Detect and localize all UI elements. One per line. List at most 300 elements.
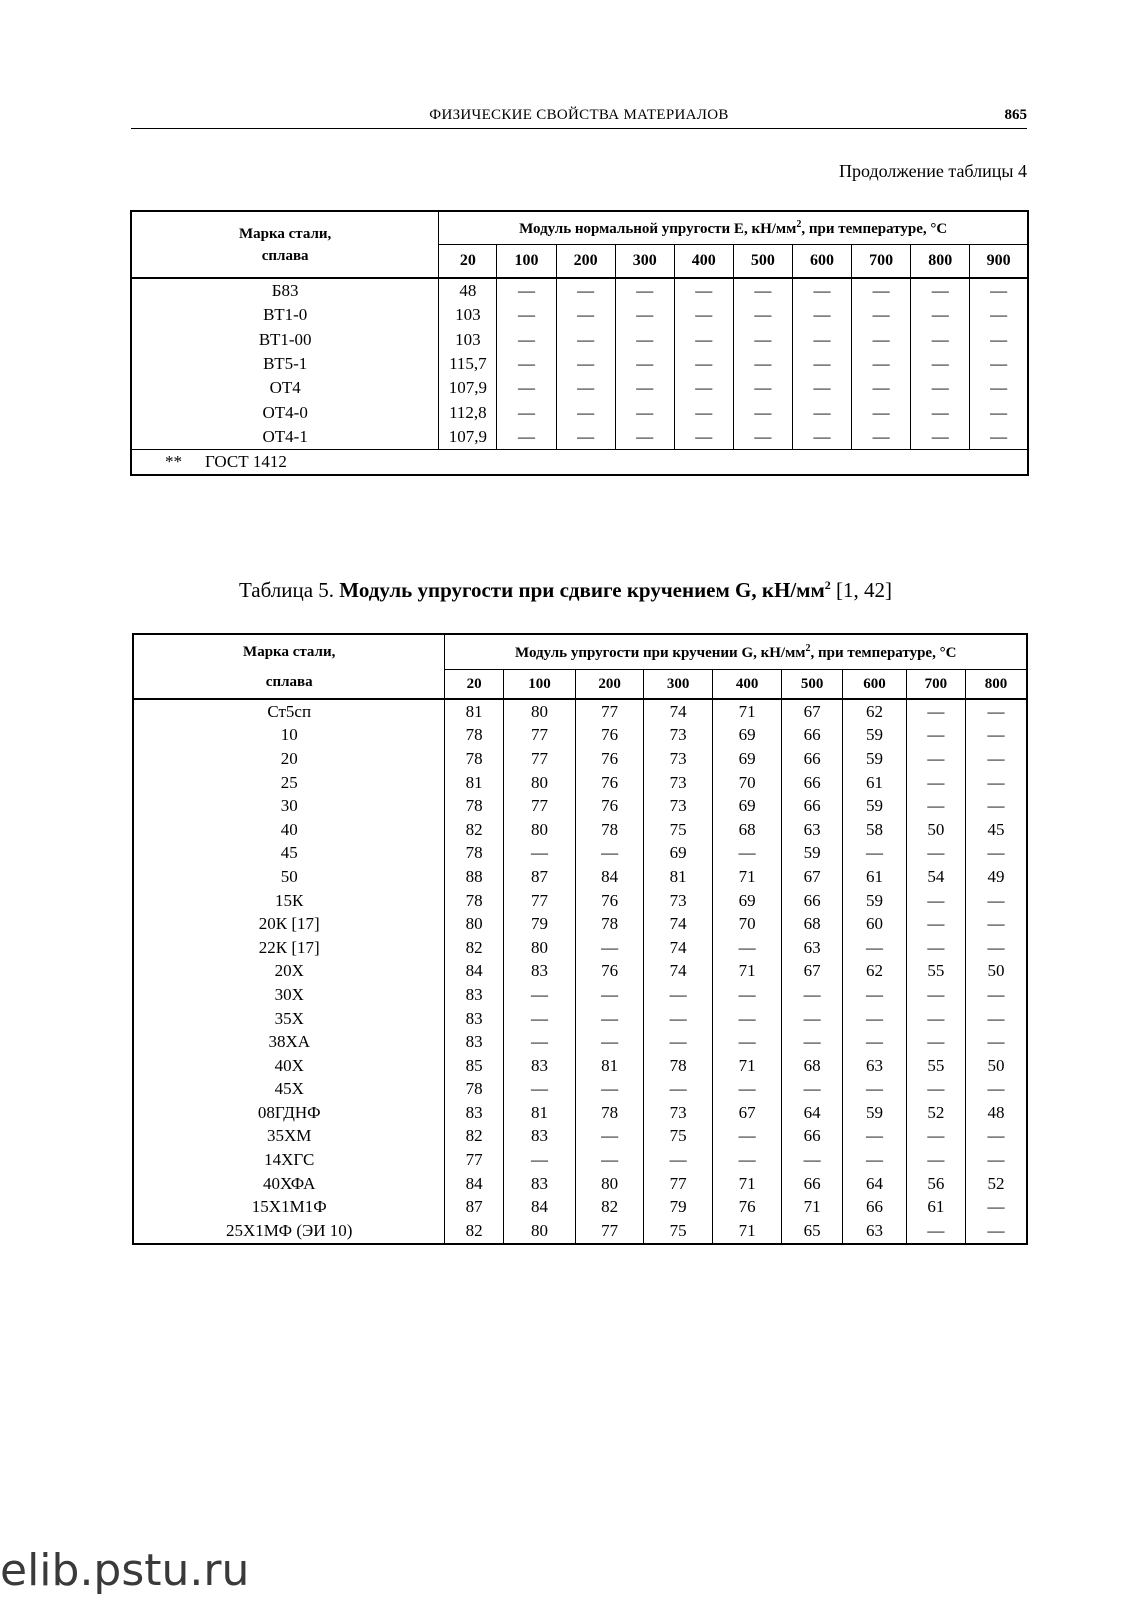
modulus-value-cell: — bbox=[852, 303, 911, 327]
modulus-value-cell: 62 bbox=[843, 960, 906, 984]
modulus-value-cell: — bbox=[987, 1220, 1005, 1240]
material-grade-cell: 10 bbox=[133, 724, 445, 748]
modulus-value-cell: 59 bbox=[843, 794, 906, 818]
table-row bbox=[133, 1172, 1027, 1196]
modulus-value-cell: — bbox=[911, 328, 970, 352]
modulus-value-cell: — bbox=[674, 376, 733, 400]
modulus-value-cell: 87 bbox=[503, 865, 576, 889]
table-row bbox=[133, 747, 1027, 771]
material-grade-cell: ОТ4-0 bbox=[131, 400, 439, 424]
modulus-value-cell: 63 bbox=[781, 936, 842, 960]
modulus-value-cell: — bbox=[576, 1078, 644, 1102]
modulus-value-cell: — bbox=[906, 1030, 965, 1054]
temperature-header: 700 bbox=[852, 245, 911, 279]
modulus-value-cell: 56 bbox=[906, 1172, 965, 1196]
modulus-value-cell: 66 bbox=[843, 1195, 906, 1219]
modulus-value-cell: 82 bbox=[445, 936, 503, 960]
modulus-value-cell: 59 bbox=[843, 747, 906, 771]
table-row bbox=[133, 983, 1027, 1007]
modulus-value-cell: 59 bbox=[843, 724, 906, 748]
modulus-value-cell: 52 bbox=[987, 1173, 1005, 1193]
modulus-value-cell: 78 bbox=[445, 889, 503, 913]
modulus-value-cell: — bbox=[911, 303, 970, 327]
table-row bbox=[133, 960, 1027, 984]
modulus-value-cell: — bbox=[987, 1126, 1005, 1146]
table-row bbox=[133, 794, 1027, 818]
modulus-value-cell: — bbox=[556, 328, 615, 352]
modulus-value-cell: 61 bbox=[843, 865, 906, 889]
modulus-value-cell: 83 bbox=[445, 983, 503, 1007]
modulus-value-cell: 75 bbox=[643, 1125, 713, 1149]
modulus-value-cell: — bbox=[906, 1125, 965, 1149]
modulus-value-cell: 79 bbox=[643, 1195, 713, 1219]
modulus-value-cell: 84 bbox=[445, 1172, 503, 1196]
modulus-value-cell: 76 bbox=[713, 1195, 782, 1219]
modulus-value-cell: — bbox=[497, 278, 556, 303]
modulus-value-cell: — bbox=[906, 794, 965, 818]
modulus-value-cell: 50 bbox=[987, 1055, 1005, 1075]
modulus-value-cell: 73 bbox=[643, 794, 713, 818]
modulus-value-cell: 69 bbox=[713, 889, 782, 913]
modulus-value-cell: 71 bbox=[713, 865, 782, 889]
modulus-value-cell: 76 bbox=[576, 960, 644, 984]
modulus-value-cell: 81 bbox=[445, 771, 503, 795]
modulus-value-cell: — bbox=[906, 724, 965, 748]
modulus-value-cell: 82 bbox=[445, 1125, 503, 1149]
modulus-value-cell: 82 bbox=[445, 818, 503, 842]
modulus-value-cell: 79 bbox=[503, 912, 576, 936]
modulus-value-cell: — bbox=[615, 376, 674, 400]
modulus-value-cell: — bbox=[503, 1078, 576, 1102]
modulus-value-cell: — bbox=[911, 278, 970, 303]
modulus-value-cell: — bbox=[852, 352, 911, 376]
temperature-header: 400 bbox=[674, 245, 733, 279]
table-row bbox=[133, 912, 1027, 936]
modulus-value-cell: — bbox=[906, 1007, 965, 1031]
modulus-value-cell: — bbox=[987, 843, 1005, 863]
material-grade-cell: 40 bbox=[133, 818, 445, 842]
modulus-value-cell: 73 bbox=[643, 771, 713, 795]
modulus-value-cell: — bbox=[674, 328, 733, 352]
temperature-header: 600 bbox=[843, 670, 906, 700]
table-row bbox=[133, 1148, 1027, 1172]
modulus-value-cell: 81 bbox=[643, 865, 713, 889]
modulus-value-cell: — bbox=[911, 425, 970, 450]
modulus-value-cell: 78 bbox=[576, 912, 644, 936]
modulus-value-cell: 107,9 bbox=[439, 376, 497, 400]
modulus-value-cell: — bbox=[713, 936, 782, 960]
modulus-value-cell: 73 bbox=[643, 889, 713, 913]
modulus-value-cell: — bbox=[906, 771, 965, 795]
material-grade-cell: 14ХГС bbox=[133, 1148, 445, 1172]
modulus-value-cell: — bbox=[497, 328, 556, 352]
modulus-value-cell: 78 bbox=[445, 794, 503, 818]
temperature-header: 500 bbox=[733, 245, 792, 279]
modulus-value-cell: — bbox=[615, 328, 674, 352]
modulus-value-cell: 64 bbox=[781, 1101, 842, 1125]
modulus-value-cell: — bbox=[852, 400, 911, 424]
modulus-value-cell: 71 bbox=[713, 1172, 782, 1196]
temperature-header: 200 bbox=[556, 245, 615, 279]
modulus-value-cell: 49 bbox=[987, 866, 1005, 886]
modulus-value-cell: — bbox=[781, 1148, 842, 1172]
modulus-value-cell: — bbox=[987, 1008, 1005, 1028]
modulus-value-cell: — bbox=[990, 402, 1008, 422]
modulus-value-cell: 66 bbox=[781, 771, 842, 795]
modulus-value-cell: — bbox=[906, 1078, 965, 1102]
modulus-value-cell: 77 bbox=[503, 889, 576, 913]
table-row bbox=[133, 889, 1027, 913]
material-grade-cell: 35ХМ bbox=[133, 1125, 445, 1149]
modulus-value-cell: 76 bbox=[576, 794, 644, 818]
temperature-header: 20 bbox=[439, 245, 497, 279]
modulus-value-cell: 68 bbox=[713, 818, 782, 842]
modulus-value-cell: 50 bbox=[987, 961, 1005, 981]
modulus-value-cell: — bbox=[733, 352, 792, 376]
modulus-value-cell: — bbox=[615, 303, 674, 327]
modulus-value-cell: — bbox=[911, 352, 970, 376]
material-grade-cell: 08ГДНФ bbox=[133, 1101, 445, 1125]
table-row bbox=[133, 1078, 1027, 1102]
temperature-header: 300 bbox=[615, 245, 674, 279]
temperature-header: 20 bbox=[445, 670, 503, 700]
table-row bbox=[133, 936, 1027, 960]
modulus-value-cell: 107,9 bbox=[439, 425, 497, 450]
modulus-value-cell: 83 bbox=[503, 1172, 576, 1196]
modulus-value-cell: — bbox=[733, 376, 792, 400]
modulus-value-cell: — bbox=[733, 328, 792, 352]
modulus-value-cell: — bbox=[497, 352, 556, 376]
modulus-value-cell: 82 bbox=[445, 1219, 503, 1244]
modulus-value-cell: 71 bbox=[713, 699, 782, 724]
table-row bbox=[131, 303, 1028, 327]
modulus-value-cell: — bbox=[906, 747, 965, 771]
modulus-value-cell: 66 bbox=[781, 724, 842, 748]
modulus-value-cell: 69 bbox=[713, 794, 782, 818]
table-5-caption: Таблица 5. Модуль упругости при сдвиге кручением G, $кН/мм^2$ [1, 42] bbox=[238, 578, 893, 602]
modulus-value-cell: — bbox=[906, 842, 965, 866]
modulus-value-cell: — bbox=[615, 400, 674, 424]
material-grade-cell: 40ХФА bbox=[133, 1172, 445, 1196]
table-footnote bbox=[131, 450, 1028, 476]
material-grade-cell: 30Х bbox=[133, 983, 445, 1007]
modulus-value-cell: 69 bbox=[713, 747, 782, 771]
modulus-value-cell: 75 bbox=[643, 818, 713, 842]
table-row bbox=[131, 278, 1028, 303]
modulus-value-cell: 80 bbox=[576, 1172, 644, 1196]
modulus-value-cell: — bbox=[990, 305, 1008, 325]
table-row bbox=[133, 699, 1027, 724]
modulus-value-cell: — bbox=[990, 354, 1008, 374]
material-grade-cell: 50 bbox=[133, 865, 445, 889]
material-grade-cell: 25 bbox=[133, 771, 445, 795]
modulus-value-cell: 73 bbox=[643, 724, 713, 748]
modulus-value-cell: 83 bbox=[445, 1101, 503, 1125]
modulus-value-cell: 81 bbox=[576, 1054, 644, 1078]
modulus-value-cell: — bbox=[987, 890, 1005, 910]
modulus-value-cell: — bbox=[674, 400, 733, 424]
modulus-value-cell: — bbox=[843, 1148, 906, 1172]
modulus-value-cell: 59 bbox=[843, 1101, 906, 1125]
modulus-value-cell: — bbox=[781, 983, 842, 1007]
modulus-value-cell: 45 bbox=[987, 819, 1005, 839]
table-5-group-header: Модуль упругости при кручении G, $кН/мм^2$, при температуре, °С bbox=[445, 634, 1027, 670]
running-header bbox=[131, 104, 1027, 129]
modulus-value-cell: — bbox=[906, 1219, 965, 1244]
modulus-value-cell: 52 bbox=[906, 1101, 965, 1125]
modulus-value-cell: — bbox=[792, 400, 851, 424]
modulus-value-cell: — bbox=[733, 425, 792, 450]
table-row bbox=[133, 771, 1027, 795]
modulus-value-cell: 59 bbox=[843, 889, 906, 913]
modulus-value-cell: — bbox=[792, 352, 851, 376]
table-row bbox=[133, 842, 1027, 866]
modulus-value-cell: — bbox=[713, 1125, 782, 1149]
page-number: 865 bbox=[1004, 107, 1027, 123]
table-row bbox=[133, 1054, 1027, 1078]
temperature-header: 100 bbox=[497, 245, 556, 279]
modulus-value-cell: 77 bbox=[503, 794, 576, 818]
modulus-value-cell: — bbox=[852, 425, 911, 450]
modulus-value-cell: — bbox=[556, 278, 615, 303]
modulus-value-cell: — bbox=[497, 376, 556, 400]
table-row bbox=[133, 1219, 1027, 1244]
modulus-value-cell: 71 bbox=[781, 1195, 842, 1219]
table-row bbox=[131, 376, 1028, 400]
modulus-value-cell: — bbox=[674, 278, 733, 303]
modulus-value-cell: — bbox=[987, 984, 1005, 1004]
modulus-value-cell: — bbox=[906, 983, 965, 1007]
temperature-header: 400 bbox=[713, 670, 782, 700]
temperature-header: 900 bbox=[970, 245, 1028, 279]
table-row bbox=[133, 865, 1027, 889]
modulus-value-cell: 74 bbox=[643, 936, 713, 960]
modulus-value-cell: 77 bbox=[576, 699, 644, 724]
modulus-value-cell: — bbox=[911, 400, 970, 424]
material-grade-cell: 22К [17] bbox=[133, 936, 445, 960]
modulus-value-cell: 78 bbox=[576, 1101, 644, 1125]
material-grade-cell: 15Х1М1Ф bbox=[133, 1195, 445, 1219]
modulus-value-cell: 78 bbox=[576, 818, 644, 842]
modulus-value-cell: — bbox=[792, 376, 851, 400]
modulus-value-cell: 80 bbox=[503, 818, 576, 842]
modulus-value-cell: 74 bbox=[643, 912, 713, 936]
material-grade-cell: ОТ4-1 bbox=[131, 425, 439, 450]
modulus-value-cell: — bbox=[713, 1148, 782, 1172]
modulus-value-cell: — bbox=[990, 281, 1008, 301]
modulus-value-cell: — bbox=[843, 983, 906, 1007]
modulus-value-cell: 71 bbox=[713, 960, 782, 984]
temperature-header: 500 bbox=[781, 670, 842, 700]
footnote-mark: ** bbox=[165, 452, 182, 472]
modulus-value-cell: — bbox=[615, 278, 674, 303]
modulus-value-cell: — bbox=[643, 983, 713, 1007]
modulus-value-cell: — bbox=[503, 1007, 576, 1031]
modulus-value-cell: — bbox=[987, 1197, 1005, 1217]
table-5-name-header: Марка стали, сплава bbox=[133, 634, 445, 699]
modulus-value-cell: — bbox=[576, 983, 644, 1007]
modulus-value-cell: 76 bbox=[576, 889, 644, 913]
modulus-value-cell: — bbox=[843, 1078, 906, 1102]
modulus-value-cell: 54 bbox=[906, 865, 965, 889]
modulus-value-cell: 77 bbox=[643, 1172, 713, 1196]
modulus-value-cell: 85 bbox=[445, 1054, 503, 1078]
modulus-value-cell: — bbox=[987, 1150, 1005, 1170]
material-grade-cell: 35Х bbox=[133, 1007, 445, 1031]
temperature-header: 600 bbox=[792, 245, 851, 279]
modulus-value-cell: 80 bbox=[503, 936, 576, 960]
modulus-value-cell: — bbox=[576, 936, 644, 960]
modulus-value-cell: 80 bbox=[503, 771, 576, 795]
modulus-value-cell: 80 bbox=[503, 699, 576, 724]
modulus-value-cell: — bbox=[843, 1007, 906, 1031]
modulus-value-cell: 67 bbox=[713, 1101, 782, 1125]
table-row bbox=[131, 328, 1028, 352]
modulus-value-cell: 80 bbox=[503, 1219, 576, 1244]
modulus-value-cell: — bbox=[503, 983, 576, 1007]
modulus-value-cell: 63 bbox=[781, 818, 842, 842]
modulus-value-cell: 84 bbox=[445, 960, 503, 984]
modulus-value-cell: — bbox=[503, 1148, 576, 1172]
modulus-value-cell: — bbox=[576, 1125, 644, 1149]
modulus-value-cell: 66 bbox=[781, 747, 842, 771]
modulus-value-cell: — bbox=[906, 699, 965, 724]
modulus-value-cell: 88 bbox=[445, 865, 503, 889]
modulus-value-cell: 62 bbox=[843, 699, 906, 724]
modulus-value-cell: 112,8 bbox=[439, 400, 497, 424]
modulus-value-cell: 77 bbox=[576, 1219, 644, 1244]
modulus-value-cell: 76 bbox=[576, 771, 644, 795]
modulus-value-cell: — bbox=[503, 842, 576, 866]
modulus-value-cell: 67 bbox=[781, 960, 842, 984]
modulus-value-cell: — bbox=[556, 400, 615, 424]
modulus-value-cell: — bbox=[987, 914, 1005, 934]
modulus-value-cell: 48 bbox=[439, 278, 497, 303]
modulus-value-cell: 73 bbox=[643, 747, 713, 771]
modulus-value-cell: — bbox=[792, 303, 851, 327]
modulus-value-cell: 68 bbox=[781, 1054, 842, 1078]
material-grade-cell: Ст5сп bbox=[133, 699, 445, 724]
modulus-value-cell: — bbox=[987, 772, 1005, 792]
modulus-value-cell: — bbox=[733, 400, 792, 424]
modulus-value-cell: 59 bbox=[781, 842, 842, 866]
modulus-value-cell: 55 bbox=[906, 960, 965, 984]
temperature-header: 800 bbox=[965, 670, 1027, 700]
material-grade-cell: 20К [17] bbox=[133, 912, 445, 936]
modulus-value-cell: — bbox=[843, 842, 906, 866]
modulus-value-cell: — bbox=[852, 328, 911, 352]
modulus-value-cell: 74 bbox=[643, 960, 713, 984]
modulus-value-cell: 87 bbox=[445, 1195, 503, 1219]
modulus-value-cell: — bbox=[497, 303, 556, 327]
modulus-value-cell: — bbox=[576, 1007, 644, 1031]
modulus-value-cell: — bbox=[906, 912, 965, 936]
table-4-elastic-modulus bbox=[130, 210, 1029, 476]
modulus-value-cell: — bbox=[556, 352, 615, 376]
modulus-value-cell: — bbox=[781, 1007, 842, 1031]
material-grade-cell: Б83 bbox=[131, 278, 439, 303]
table-row bbox=[133, 1030, 1027, 1054]
modulus-value-cell: — bbox=[990, 378, 1008, 398]
modulus-value-cell: — bbox=[911, 376, 970, 400]
modulus-value-cell: 81 bbox=[503, 1101, 576, 1125]
table-row bbox=[133, 1101, 1027, 1125]
modulus-value-cell: — bbox=[792, 278, 851, 303]
modulus-value-cell: 50 bbox=[906, 818, 965, 842]
modulus-value-cell: 76 bbox=[576, 724, 644, 748]
modulus-value-cell: — bbox=[556, 425, 615, 450]
modulus-value-cell: — bbox=[906, 889, 965, 913]
modulus-value-cell: 63 bbox=[843, 1054, 906, 1078]
modulus-value-cell: — bbox=[843, 936, 906, 960]
modulus-value-cell: 68 bbox=[781, 912, 842, 936]
material-grade-cell: 45Х bbox=[133, 1078, 445, 1102]
modulus-value-cell: — bbox=[987, 701, 1005, 721]
modulus-value-cell: — bbox=[906, 1148, 965, 1172]
material-grade-cell: ВТ1-0 bbox=[131, 303, 439, 327]
modulus-value-cell: — bbox=[781, 1078, 842, 1102]
modulus-value-cell: — bbox=[713, 1078, 782, 1102]
modulus-value-cell: 83 bbox=[503, 1125, 576, 1149]
modulus-value-cell: 71 bbox=[713, 1219, 782, 1244]
modulus-value-cell: — bbox=[576, 1030, 644, 1054]
modulus-value-cell: — bbox=[643, 1078, 713, 1102]
modulus-value-cell: 60 bbox=[843, 912, 906, 936]
modulus-value-cell: 83 bbox=[503, 960, 576, 984]
material-grade-cell: 20Х bbox=[133, 960, 445, 984]
modulus-value-cell: 80 bbox=[445, 912, 503, 936]
modulus-value-cell: — bbox=[987, 1079, 1005, 1099]
modulus-value-cell: 58 bbox=[843, 818, 906, 842]
modulus-value-cell: 78 bbox=[445, 1078, 503, 1102]
modulus-value-cell: — bbox=[713, 1007, 782, 1031]
material-grade-cell: 25Х1МФ (ЭИ 10) bbox=[133, 1219, 445, 1244]
modulus-value-cell: 82 bbox=[576, 1195, 644, 1219]
modulus-value-cell: — bbox=[733, 303, 792, 327]
material-grade-cell: 38ХА bbox=[133, 1030, 445, 1054]
table-row bbox=[133, 1007, 1027, 1031]
modulus-value-cell: 77 bbox=[445, 1148, 503, 1172]
modulus-value-cell: 65 bbox=[781, 1219, 842, 1244]
material-grade-cell: 20 bbox=[133, 747, 445, 771]
modulus-value-cell: — bbox=[615, 352, 674, 376]
modulus-value-cell: — bbox=[713, 1030, 782, 1054]
modulus-value-cell: — bbox=[906, 936, 965, 960]
footnote-text: ГОСТ 1412 bbox=[205, 452, 287, 472]
modulus-value-cell: 115,7 bbox=[439, 352, 497, 376]
watermark: elib.pstu.ru bbox=[0, 1545, 250, 1596]
modulus-value-cell: — bbox=[556, 303, 615, 327]
modulus-value-cell: 66 bbox=[781, 1172, 842, 1196]
table-row bbox=[133, 818, 1027, 842]
modulus-value-cell: 103 bbox=[439, 328, 497, 352]
modulus-value-cell: — bbox=[843, 1030, 906, 1054]
modulus-value-cell: — bbox=[576, 842, 644, 866]
modulus-value-cell: — bbox=[643, 1148, 713, 1172]
modulus-value-cell: — bbox=[713, 983, 782, 1007]
temperature-header: 700 bbox=[906, 670, 965, 700]
modulus-value-cell: — bbox=[733, 278, 792, 303]
modulus-value-cell: — bbox=[852, 376, 911, 400]
table-row bbox=[133, 1125, 1027, 1149]
modulus-value-cell: — bbox=[576, 1148, 644, 1172]
material-grade-cell: ОТ4 bbox=[131, 376, 439, 400]
modulus-value-cell: — bbox=[852, 278, 911, 303]
modulus-value-cell: 64 bbox=[843, 1172, 906, 1196]
modulus-value-cell: 74 bbox=[643, 699, 713, 724]
modulus-value-cell: 83 bbox=[445, 1030, 503, 1054]
modulus-value-cell: 69 bbox=[713, 724, 782, 748]
